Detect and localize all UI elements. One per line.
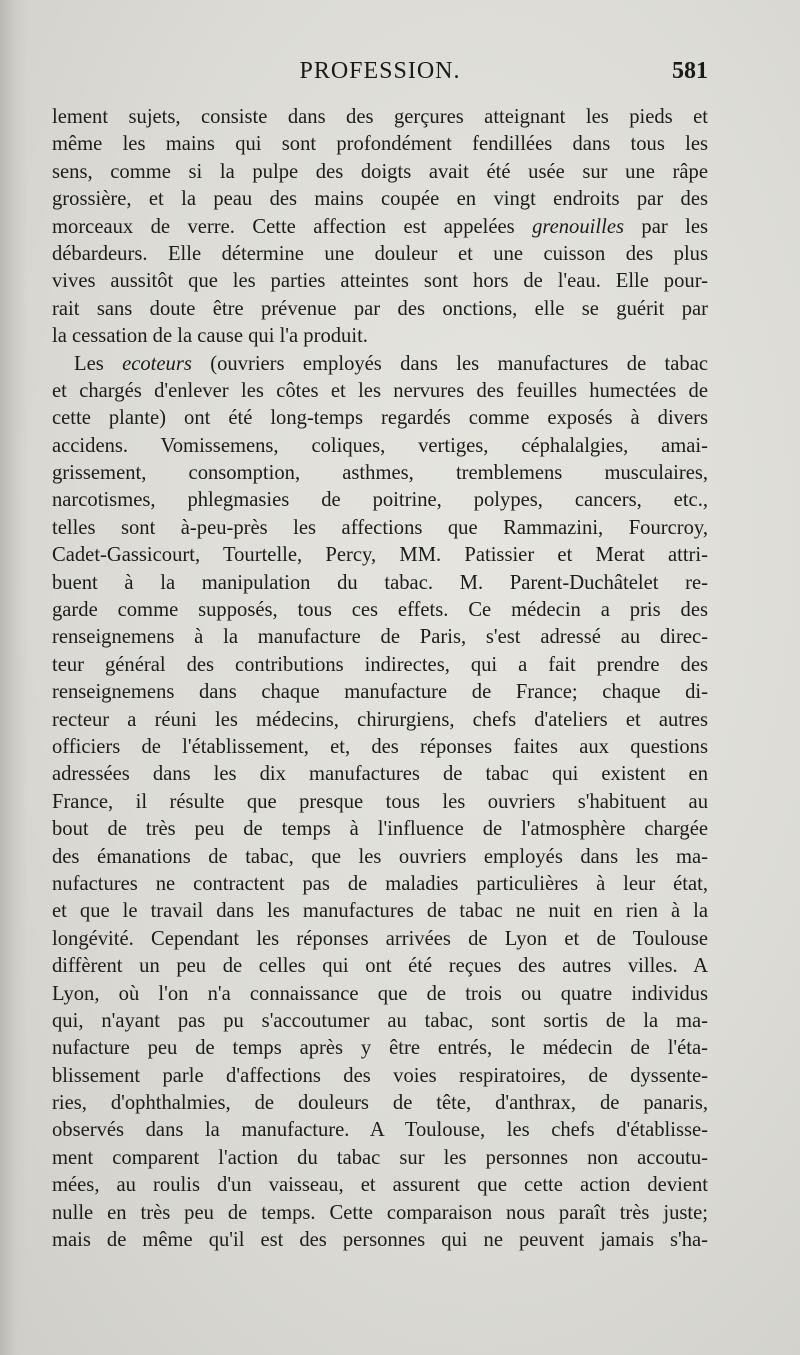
text-line: grossière, et la peau des mains coupée en vingt endroits par des bbox=[52, 188, 708, 211]
text-line: rait sans doute être prévenue par des onctions, elle se guérit par bbox=[52, 297, 708, 320]
text-line: grissement, consomption, asthmes, tremblemens musculaires, bbox=[52, 462, 708, 485]
text-line: mais de même qu'il est des personnes qui ne peuvent jamais s'ha- bbox=[52, 1229, 708, 1252]
text-line: blissement parle d'affections des voies respiratoires, de dyssente- bbox=[52, 1064, 708, 1087]
text-line: Cadet-Gassicourt, Tourtelle, Percy, MM. Patissier et Merat attri- bbox=[52, 544, 708, 567]
text-line: teur général des contributions indirectes, qui a fait prendre des bbox=[52, 653, 708, 676]
text-line: débardeurs. Elle détermine une douleur et une cuisson des plus bbox=[52, 242, 708, 265]
emphasized-term: ecoteurs bbox=[122, 352, 192, 375]
page-gutter-shadow bbox=[0, 0, 28, 1355]
text-line: telles sont à-peu-près les affections que Rammazini, Fourcroy, bbox=[52, 516, 708, 539]
text-line: des émanations de tabac, que les ouvriers employés dans les ma- bbox=[52, 845, 708, 868]
emphasized-term: grenouilles bbox=[532, 215, 624, 238]
text-line: lement sujets, consiste dans des gerçures atteignant les pieds et bbox=[52, 106, 708, 128]
running-title: PROFESSION. bbox=[299, 58, 461, 84]
text-line: vives aussitôt que les parties atteintes sont hors de l'eau. Elle pour- bbox=[52, 270, 708, 293]
text-line: adressées dans les dix manufactures de tabac qui existent en bbox=[52, 763, 708, 786]
text-line: nufacture peu de temps après y être entrés, le médecin de l'éta- bbox=[52, 1037, 708, 1060]
body-text bbox=[52, 104, 708, 1254]
text-line: nulle en très peu de temps. Cette comparaison nous paraît très juste; bbox=[52, 1201, 708, 1224]
text-line: nufactures ne contractent pas de maladies particulières à leur état, bbox=[52, 872, 708, 895]
text-line: recteur a réuni les médecins, chirurgiens, chefs d'ateliers et autres bbox=[52, 708, 708, 731]
text-line: ries, d'ophthalmies, de douleurs de tête, d'anthrax, de panaris, bbox=[52, 1092, 708, 1115]
text-line: buent à la manipulation du tabac. M. Parent-Duchâtelet re- bbox=[52, 571, 708, 594]
text-line: mées, au roulis d'un vaisseau, et assurent que cette action devient bbox=[52, 1174, 708, 1197]
text-line: cette plante) ont été long-temps regardés comme exposés à divers bbox=[52, 407, 708, 430]
running-head bbox=[52, 58, 708, 92]
paragraph-end-line: la cessation de la cause qui l'a produit. bbox=[52, 325, 368, 348]
paragraph-start-line: Les ecoteurs (ouvriers employés dans les manufactures de tabac bbox=[74, 352, 708, 375]
page-number: 581 bbox=[672, 58, 708, 84]
text-line: renseignemens à la manufacture de Paris, s'est adressé au direc- bbox=[52, 626, 708, 649]
text-line: sens, comme si la pulpe des doigts avait été usée sur une râpe bbox=[52, 160, 708, 183]
text-line: observés dans la manufacture. A Toulouse, les chefs d'établisse- bbox=[52, 1119, 708, 1142]
text-line: officiers de l'établissement, et, des réponses faites aux questions bbox=[52, 735, 708, 758]
text-line: même les mains qui sont profondément fendillées dans tous les bbox=[52, 133, 708, 156]
text-line: longévité. Cependant les réponses arrivées de Lyon et de Toulouse bbox=[52, 927, 708, 950]
text-line: diffèrent un peu de celles qui ont été reçues des autres villes. A bbox=[52, 955, 708, 978]
text-line: Lyon, où l'on n'a connaissance que de trois ou quatre individus bbox=[52, 982, 708, 1005]
text-line: narcotismes, phlegmasies de poitrine, polypes, cancers, etc., bbox=[52, 489, 708, 512]
text-line: qui, n'ayant pas pu s'accoutumer au tabac, sont sortis de la ma- bbox=[52, 1009, 708, 1032]
text-line: et chargés d'enlever les côtes et les nervures des feuilles humectées de bbox=[52, 379, 708, 402]
text-line: bout de très peu de temps à l'influence de l'atmosphère chargée bbox=[52, 818, 708, 841]
text-line: et que le travail dans les manufactures de tabac ne nuit en rien à la bbox=[52, 900, 708, 923]
text-line: ment comparent l'action du tabac sur les personnes non accoutu- bbox=[52, 1146, 708, 1169]
text-line: accidens. Vomissemens, coliques, vertiges, céphalalgies, amai- bbox=[52, 434, 708, 457]
text-line: renseignemens dans chaque manufacture de France; chaque di- bbox=[52, 681, 708, 704]
text-line: morceaux de verre. Cette affection est appelées grenouilles par les bbox=[52, 215, 709, 238]
text-line: France, il résulte que presque tous les ouvriers s'habituent au bbox=[52, 790, 708, 813]
text-line: garde comme supposés, tous ces effets. Ce médecin a pris des bbox=[52, 599, 708, 622]
